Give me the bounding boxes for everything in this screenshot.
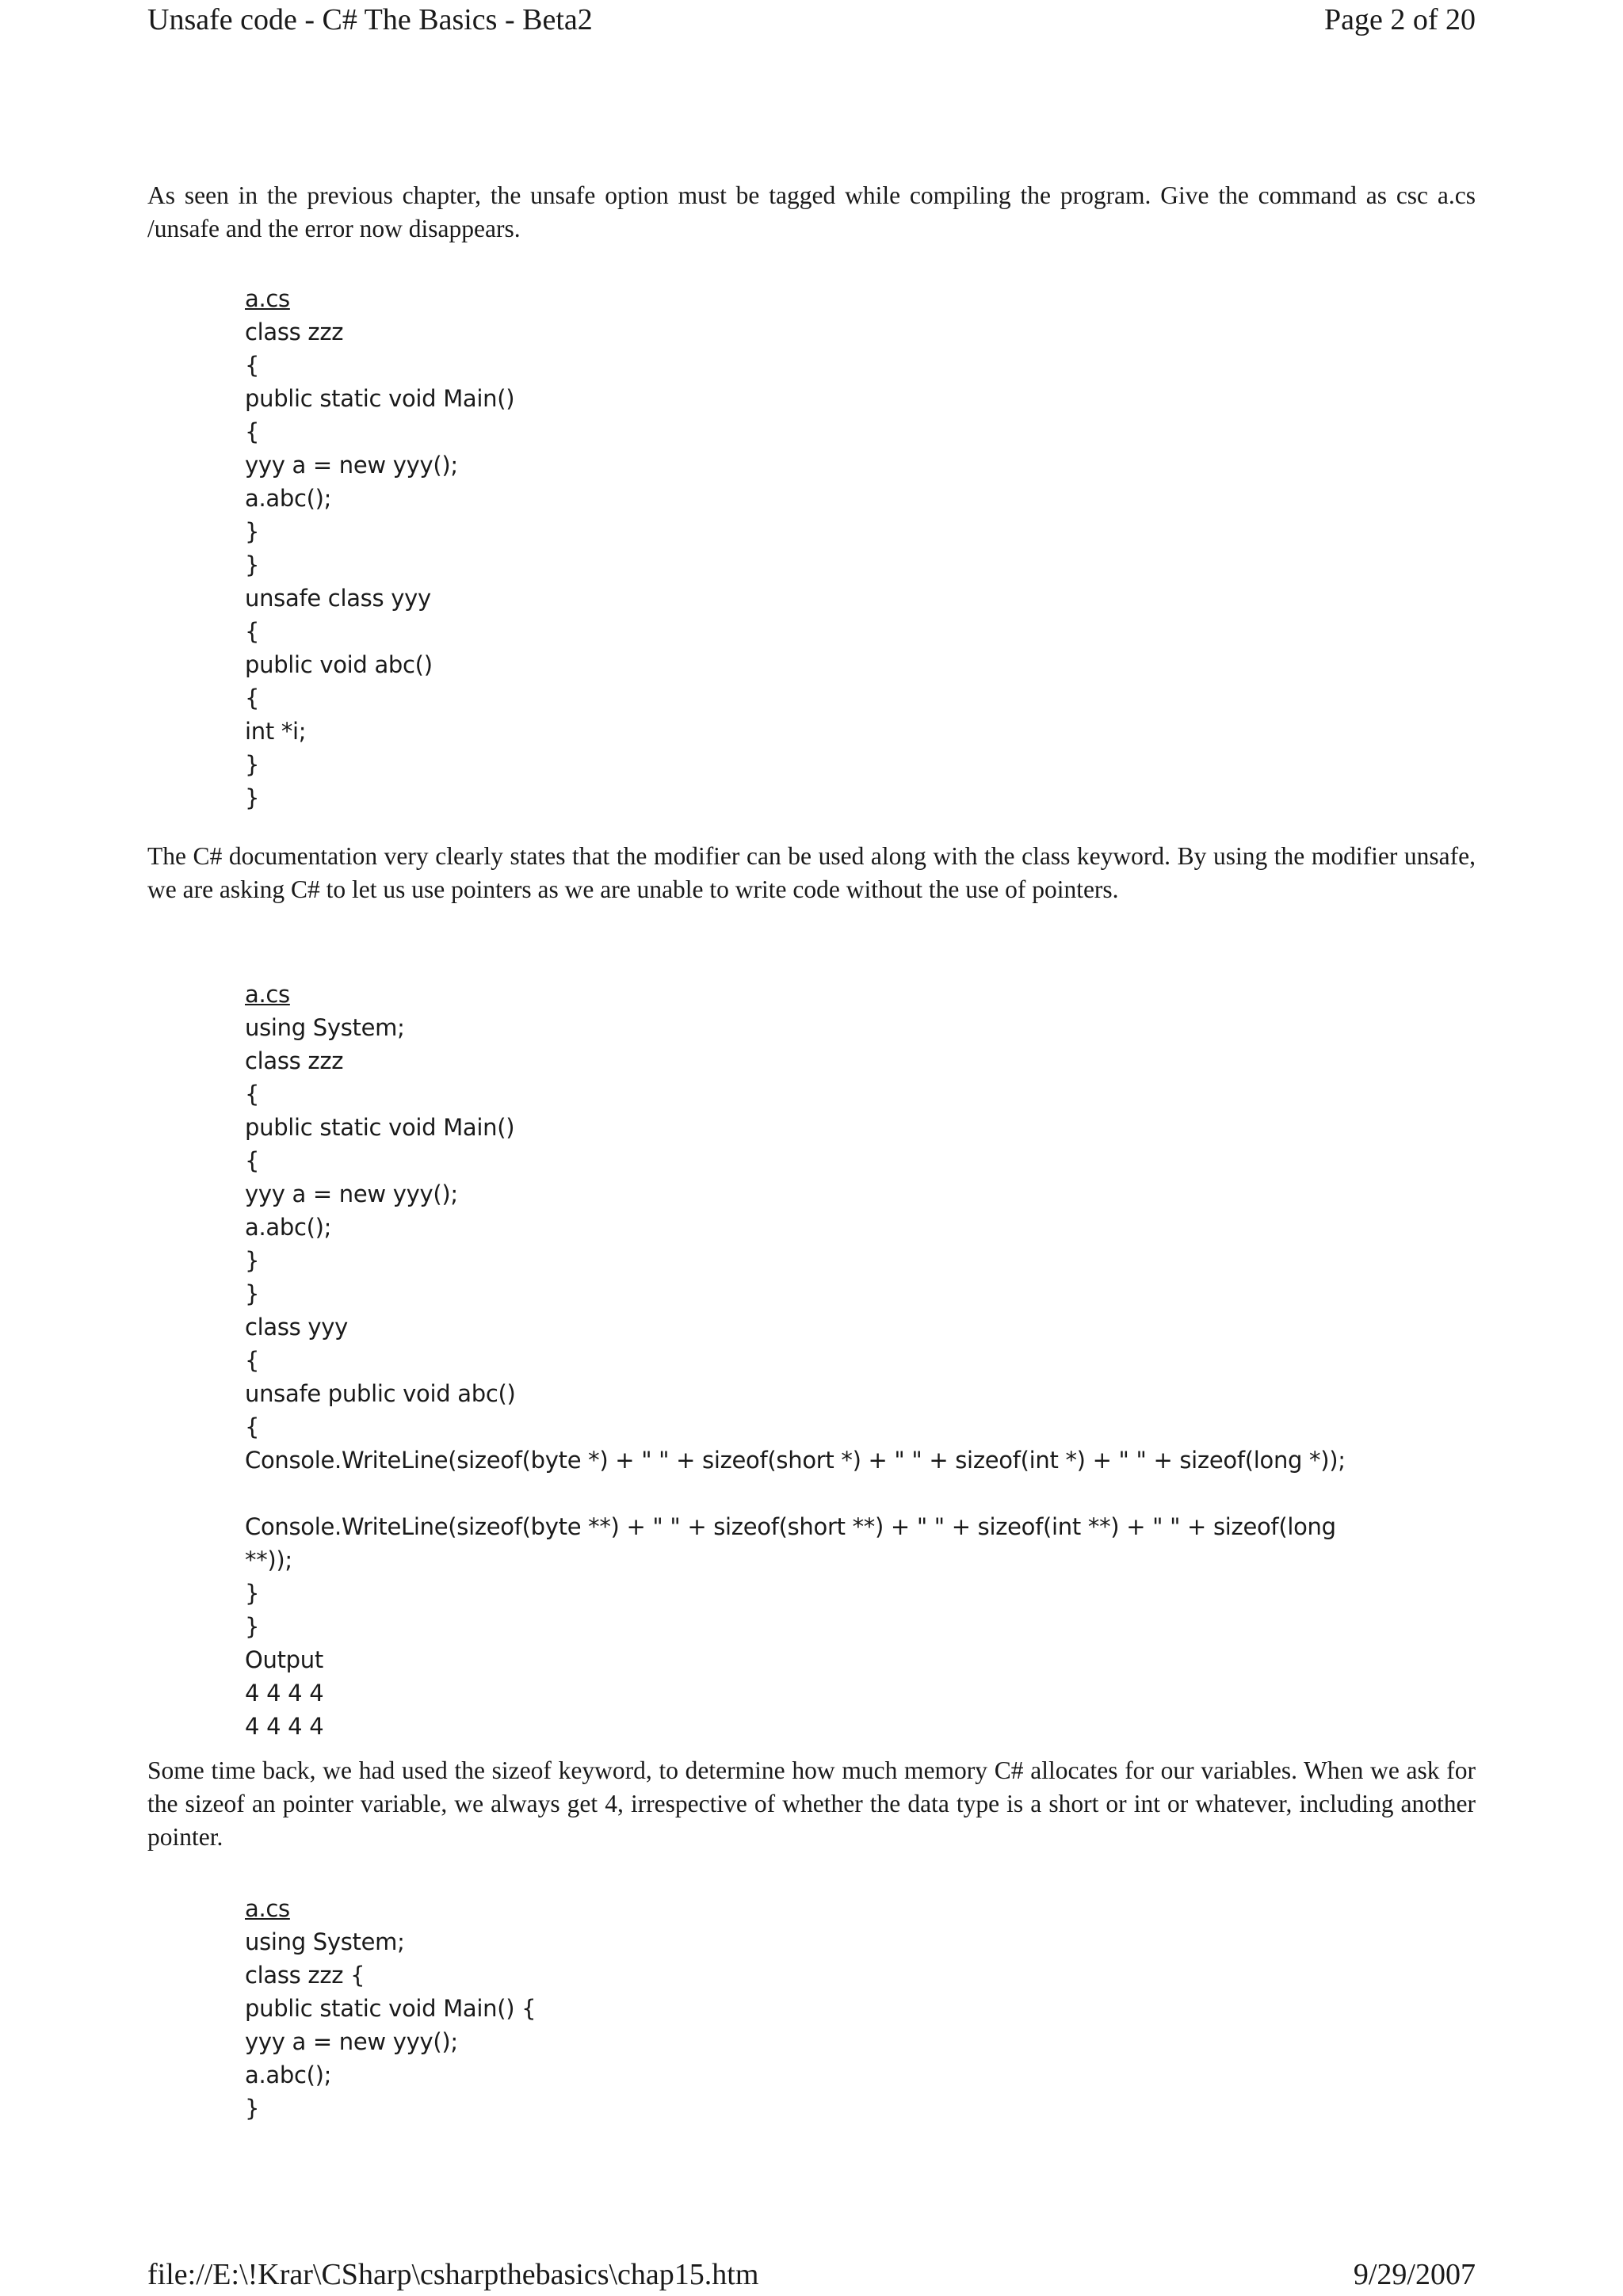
code-filename: a.cs	[245, 981, 290, 1008]
code-line: int *i;	[245, 718, 307, 745]
code-line: yyy a = new yyy();	[245, 2028, 458, 2055]
output-label: Output	[245, 1646, 323, 1673]
code-line: }	[245, 1280, 260, 1307]
page-footer	[147, 2256, 1476, 2293]
code-line: unsafe class yyy	[245, 585, 431, 612]
code-line: using System;	[245, 1014, 405, 1041]
code-line: }	[245, 2095, 260, 2122]
code-line: public static void Main() {	[245, 1995, 537, 2022]
file-path: file://E:\!Krar\CSharp\csharpthebasics\chap15.htm	[147, 2258, 759, 2291]
code-line: }	[245, 551, 260, 578]
code-line: yyy a = new yyy();	[245, 1180, 458, 1207]
print-date: 9/29/2007	[1353, 2258, 1476, 2291]
paragraph-modifier-class: The C# documentation very clearly states that the modifier can be used along with the class keyword. By using the modifier unsafe, we are asking C# to let us use pointers as we are unable to write code without the use of pointers.	[147, 842, 1476, 903]
code-line: }	[245, 1613, 260, 1640]
output-line: 4 4 4 4	[245, 1680, 324, 1707]
paragraph-sizeof-pointer: Some time back, we had used the sizeof keyword, to determine how much memory C# allocates for our variables. When we ask for the sizeof an pointer variable, we always get 4, irrespective of whether the data type is a short or int or whatever, including another pointer.	[147, 1756, 1476, 1851]
code-block-2	[245, 978, 1481, 1743]
code-line: }	[245, 1247, 260, 1274]
code-line: a.abc();	[245, 2061, 332, 2088]
code-line: unsafe public void abc()	[245, 1380, 516, 1407]
code-line: public static void Main()	[245, 385, 515, 412]
code-line: Console.WriteLine(sizeof(byte **) + " " + sizeof(short **) + " " + sizeof(int **) + " " + sizeof(long	[245, 1513, 1336, 1540]
code-line: {	[245, 1147, 260, 1174]
code-filename: a.cs	[245, 285, 290, 312]
code-line: yyy a = new yyy();	[245, 452, 458, 479]
code-line: {	[245, 1413, 260, 1440]
code-line: }	[245, 751, 260, 778]
code-line: class yyy	[245, 1314, 348, 1341]
output-line: 4 4 4 4	[245, 1713, 324, 1740]
code-line: public static void Main()	[245, 1114, 515, 1141]
paragraph-compile-unsafe: As seen in the previous chapter, the unsafe option must be tagged while compiling the program. Give the command as csc a.cs /unsafe and the error now disappears.	[147, 181, 1476, 242]
code-line: Console.WriteLine(sizeof(byte *) + " " + sizeof(short *) + " " + sizeof(int *) + " " + sizeof(long *));	[245, 1447, 1346, 1474]
code-line: }	[245, 518, 260, 545]
code-line	[245, 1477, 1481, 1510]
code-block-3	[245, 1892, 1481, 2125]
code-line: a.abc();	[245, 485, 332, 512]
code-line: {	[245, 685, 260, 711]
code-line: public void abc()	[245, 651, 433, 678]
code-line: class zzz	[245, 318, 344, 345]
page-number: Page 2 of 20	[1323, 3, 1476, 36]
code-line: {	[245, 1081, 260, 1108]
code-line: {	[245, 352, 260, 379]
code-line: {	[245, 1347, 260, 1374]
code-line: {	[245, 618, 260, 645]
code-line: }	[245, 784, 260, 811]
code-filename: a.cs	[245, 1895, 290, 1922]
code-line: **));	[245, 1547, 292, 1573]
code-line: class zzz {	[245, 1962, 365, 1989]
code-line: {	[245, 418, 260, 445]
page-header	[147, 2, 1476, 38]
document-title: Unsafe code - C# The Basics - Beta2	[147, 3, 593, 36]
code-line: using System;	[245, 1928, 405, 1955]
code-line: a.abc();	[245, 1214, 332, 1241]
code-line: class zzz	[245, 1047, 344, 1074]
code-block-1	[245, 282, 1481, 814]
code-line: }	[245, 1580, 260, 1607]
